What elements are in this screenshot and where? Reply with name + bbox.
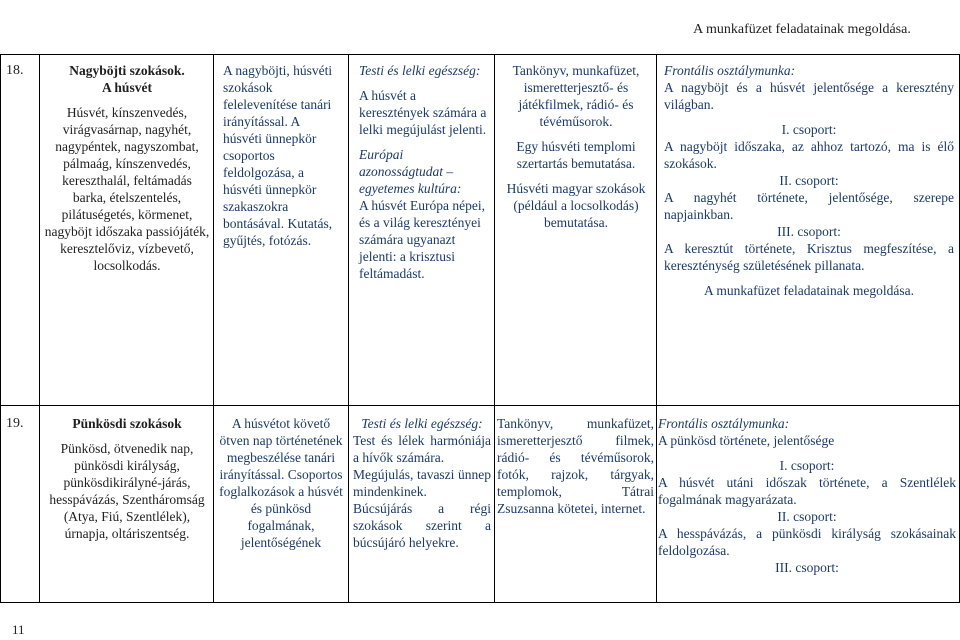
row19-competences-p2: Megújulás, tavaszi ünnep mindenkinek. — [353, 467, 491, 499]
row19-methods-g2: II. csoport: — [777, 509, 837, 524]
col-divider-4 — [494, 54, 495, 602]
row19-resources-p1: Tankönyv, munkafüzet, ismeretterjesztő filmek, rádió- és tévéműsorok, fotók, rajzok, tárgyak, templomok, Tátrai Zsuzsanna kötetei, internet. — [497, 416, 654, 516]
table-border-bottom — [0, 602, 960, 603]
row19-topic — [44, 415, 210, 542]
row19-number: 19. — [6, 416, 24, 431]
row18-methods-l5: A munkafüzet feladatainak megoldása. — [704, 283, 914, 298]
row19-activities-body: A húsvétot követő ötven nap történetének megbeszélése tanári irányítással. Csoportos foglalkozások a húsvét és pünkösd fogalmának, jelentőségének — [219, 416, 343, 550]
row18-competences — [359, 62, 489, 282]
row19-competences-p3: Búcsújárás a régi szokások szerint a búcsújáró helyekre. — [353, 501, 491, 550]
row19-methods-g3: III. csoport: — [775, 560, 839, 575]
row18-methods-l4: A keresztút története, Krisztus megfeszítése, a kereszténység születésének pillanata. — [664, 241, 954, 273]
col-divider-5 — [656, 54, 657, 602]
row18-topic-subtitle: A húsvét — [102, 80, 152, 95]
row18-topic-title: Nagyböjti szokások. — [69, 63, 185, 78]
row18-competences-p2: A húsvét Európa népei, és a világ keresztényei számára ugyanazt jelenti: a krisztusi feltámadást. — [359, 198, 485, 281]
page-number: 11 — [12, 622, 25, 637]
row18-competences-head2: Európai azonosságtudat – egyetemes kultúra: — [359, 147, 462, 196]
row18-topic — [44, 62, 210, 274]
row18-resources-p2: Egy húsvéti templomi szertartás bemutatása. — [516, 139, 636, 171]
row18-methods — [664, 62, 954, 299]
table-border-mid — [0, 405, 960, 406]
row19-topic-body: Pünkösd, ötvenedik nap, pünkösdi királyság, pünkösdikirályné-járás, hesspávázás, Szentháromság (Atya, Fiú, Szentlélek), úrnapja, oltáriszentség. — [49, 441, 205, 541]
col-divider-3 — [348, 54, 349, 602]
top-note: A munkafüzet feladatainak megoldása. — [693, 22, 911, 37]
row18-activities-body: A nagyböjti, húsvéti szokások felelevenítése tanári irányítással. A húsvéti ünnepkör csoportos feldolgozása, a húsvéti ünnepkör szakaszokra bontásával. Kutatás, gyűjtés, fotózás. — [223, 63, 333, 248]
row19-competences-p1: Test és lélek harmóniája a hívők számára. — [353, 433, 491, 465]
row19-methods-g1: I. csoport: — [779, 458, 835, 473]
row19-topic-title: Pünkösdi szokások — [72, 416, 182, 431]
row18-methods-l1: A nagyböjt és a húsvét jelentősége a keresztény világban. — [664, 80, 954, 112]
row18-methods-g2: II. csoport: — [779, 173, 839, 188]
row19-methods-l3: A hesspávázás, a pünkösdi királyság szokásainak feldolgozása. — [658, 526, 956, 558]
row19-competences — [353, 415, 491, 551]
col-divider-2 — [213, 54, 214, 602]
row18-topic-body: Húsvét, kínszenvedés, virágvasárnap, nagyhét, nagypéntek, nagyszombat, pálmaág, kínszenvedés, kereszthalál, feltámadás barka, ételszentelés, pilátuségetés, körmenet, nagyböjt időszaka passiójáték, keresztelőviz, vízbevető, locsolkodás. — [44, 105, 210, 273]
col-divider-1 — [39, 54, 40, 602]
row18-resources-p3: Húsvéti magyar szokások (például a locsolkodás) bemutatása. — [506, 181, 646, 230]
row18-resources — [500, 62, 652, 231]
row19-methods-l1: A pünkösd története, jelentősége — [658, 433, 835, 448]
row18-methods-head: Frontális osztálymunka: — [664, 63, 796, 78]
row18-methods-l3: A nagyhét története, jelentősége, szerepe napjainkban. — [664, 190, 954, 222]
row18-resources-p1: Tankönyv, munkafüzet, ismeretterjesztő- és játékfilmek, rádió- és tévéműsorok. — [512, 63, 640, 129]
row19-methods — [658, 415, 956, 576]
row19-resources — [497, 415, 654, 517]
row18-methods-l2: A nagyböjt időszaka, az ahhoz tartozó, ma is élő szokások. — [664, 139, 954, 171]
row19-methods-head: Frontális osztálymunka: — [658, 416, 790, 431]
row18-competences-p1: A húsvét a keresztények számára a lelki megújulást jelenti. — [359, 88, 487, 137]
col-divider-0 — [0, 54, 1, 602]
row18-methods-g1: I. csoport: — [781, 122, 837, 137]
row18-number: 18. — [6, 63, 24, 78]
row19-methods-l2: A húsvét utáni időszak története, a Szentlélek fogalmának magyarázata. — [658, 475, 956, 507]
table-border-top — [0, 54, 960, 55]
row19-competences-head: Testi és lelki egészség: — [361, 416, 483, 431]
row19-activities — [216, 415, 346, 551]
row18-competences-head: Testi és lelki egészség: — [359, 63, 481, 78]
row18-activities — [223, 62, 341, 249]
row18-methods-g3: III. csoport: — [777, 224, 841, 239]
